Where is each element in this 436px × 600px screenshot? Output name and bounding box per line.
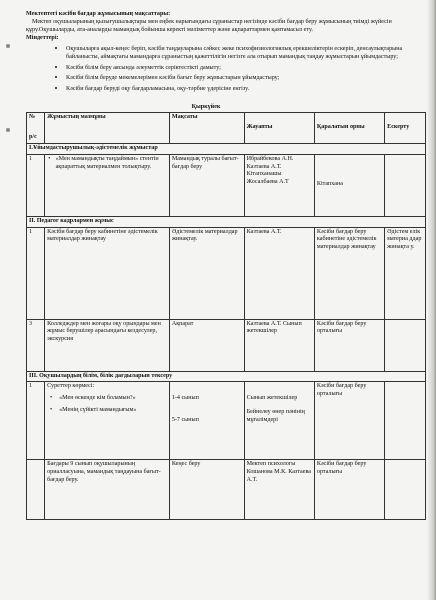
row-number [27,460,45,520]
punch-hole-mark [6,44,10,48]
table-row [27,382,426,460]
row-responsible: Казтаева А.Т. Сынып жетекшілер [244,319,314,371]
row-purpose: 1-4 сынып 5-7 сынып [169,382,244,460]
punch-hole-mark [6,128,10,132]
row-responsible: Сынып жетекшілер Бейнелеу өнер пәнінің мұғалімдері [244,382,314,460]
row-number: 1 [27,154,45,216]
table-row [27,154,426,216]
row-content: Колледждер мен жоғары оқу орындары мен жұмыс берушілер арасындағы кездесулер, экскурсия [45,319,170,371]
row-purpose: Әдістемелік материалдар жинақтау. [169,227,244,319]
task-item: • Кәсіби бағдар беруді оқу бағдарламасына, оқу-тәрбие үдерісіне енгізу. [66,84,426,93]
row-content: Суреттер көрмесі: • «Мен өскенде кім боламын?» • «Менің сүйікті мамандығым» [45,382,170,460]
row-venue: Кәсіби бағдар беру орталығы [314,460,384,520]
row-responsible: Ибрайбекова А.Н. Казтаева А.Т. Кітапханашы Жосалбаева А.Т [244,154,314,216]
row-note [385,460,426,520]
goals-text: Мектеп оқушыларының қызығушылықтары мен еңбек нарығындағы сұраныстар негізінде кәсіби бағдар беру жұмысының тиімді жүйесін құру.Оқушыларды, ата-аналарды мамандық бойынша керекті мәліметтер және ақпараттармен қамтамасыз ету. [26,19,392,34]
row-number: 1 [27,227,45,319]
task-item: • Кәсіби білім беру аясында әлеуметтік серіктестікті дамыту; [66,63,426,72]
section-row [27,216,426,227]
row-responsible: Мектеп психологы Кошанова М.К. Казтаева А.Т. [244,460,314,520]
table-title: Қыркүйек [191,103,221,110]
goals-heading: Мектептегі кәсіби бағдар жұмысының мақсаттары: [26,11,171,17]
tasks-list [26,44,426,93]
section-title: ІІІ. Оқушылардың білім, білік дағдыларын тексеру [27,371,426,382]
row-venue: Кәсіби бағдар беру кабинетіне әдістемелік материалдар жинақтау [314,227,384,319]
row-content: • «Мен мамандықты таңдаймын» стентін ақпараттық материалмен толықтыру. [45,154,170,216]
table-row [27,319,426,371]
row-venue: Кітапхана [314,154,384,216]
page-edge-shadow [427,0,436,600]
row-venue: Кәсіби бағдар беру орталығы [314,319,384,371]
task-item: • Кәсіби білім беруде мекемелерімен кәсіби бағыт беру жұмыстарын ұйымдастыру; [66,73,426,82]
table-header-row [27,112,426,143]
tasks-heading: Міндеттері: [26,35,59,42]
section-title: І.Ұйымдастырушылық-әдістемелік жұмыстар [27,143,426,154]
row-number: 3 [27,319,45,371]
row-note [385,154,426,216]
row-content: Бағдары 9 сынып оқушыларының ориалласуына, мамандық таңдауына бағыт-бағдар беру. [45,460,170,520]
header-responsible: Жауапты [244,112,314,143]
row-note [385,382,426,460]
header-content: Жұмыстың мазмұны [45,112,170,143]
row-venue: Кәсіби бағдар беру орталығы [314,382,384,460]
section-title: ІІ. Педагог кадрлармен жұмыс [27,216,426,227]
header-venue: Қаралатын орны [314,112,384,143]
row-purpose: Кеңес беру [169,460,244,520]
header-number: № р/с [27,112,45,143]
row-note [385,319,426,371]
section-row [27,143,426,154]
row-number: 1 [27,382,45,460]
row-note: Әдістем елік материа ддар жинақта у. [385,227,426,319]
row-content: Кәсіби бағдар беру кабинетіне әдістемелік материалдар жинақтау [45,227,170,319]
table-row [27,227,426,319]
table-row [27,460,426,520]
header-purpose: Мақсаты [169,112,244,143]
task-item: • Оқушыларға ақыл-кеңес беріп, кәсіби таңдауларына сәйкес жеке психофизиологиялық ерекшеліктерін ескеріп, денсаулықтарына байланысты, аймақтағы мамандарға сұраныстың қажеттілігін негізге ала отырып мамандық таңдау жұмыстарын ұйымдастыру; [66,44,426,61]
plan-table [26,112,426,521]
section-row [27,371,426,382]
row-purpose: Ақпарат [169,319,244,371]
header-note: Ескерту [385,112,426,143]
row-purpose: Мамандық туралы бағыт-бағдар беру [169,154,244,216]
row-responsible: Казтаева А.Т. [244,227,314,319]
